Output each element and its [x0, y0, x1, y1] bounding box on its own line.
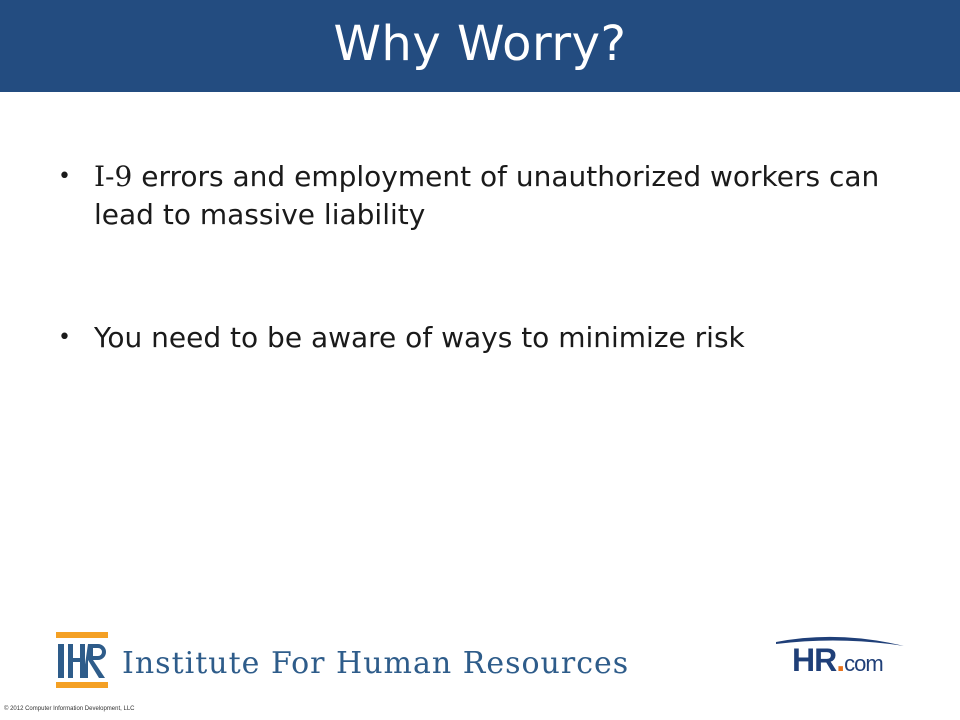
bullet-item: [58, 319, 918, 357]
bullet-list: [58, 158, 918, 357]
ihr-logo: [54, 630, 630, 690]
bullet-dot: •: [58, 164, 71, 189]
hrcom-hr: HR: [792, 642, 837, 678]
bullet-item: [58, 158, 918, 234]
bullet-text: errors and employment of unauthorized workers can lead to massive liability: [94, 160, 880, 231]
ihr-mark-icon: [54, 630, 110, 690]
hrcom-dot: .: [836, 642, 845, 678]
ihr-name: Institute For Human Resources: [122, 646, 630, 681]
hrcom-com: com: [844, 651, 883, 676]
hrcom-text: [792, 642, 883, 679]
title-bar: [0, 0, 960, 92]
bullet-text: You need to be aware of ways to minimize risk: [94, 321, 745, 354]
copyright: © 2012 Computer Information Development, LLC: [4, 706, 135, 712]
slide-title: Why Worry?: [333, 16, 627, 72]
bullet-lead: I-9: [94, 160, 133, 193]
hrcom-logo: [768, 632, 908, 684]
bullet-dot: •: [58, 325, 71, 350]
